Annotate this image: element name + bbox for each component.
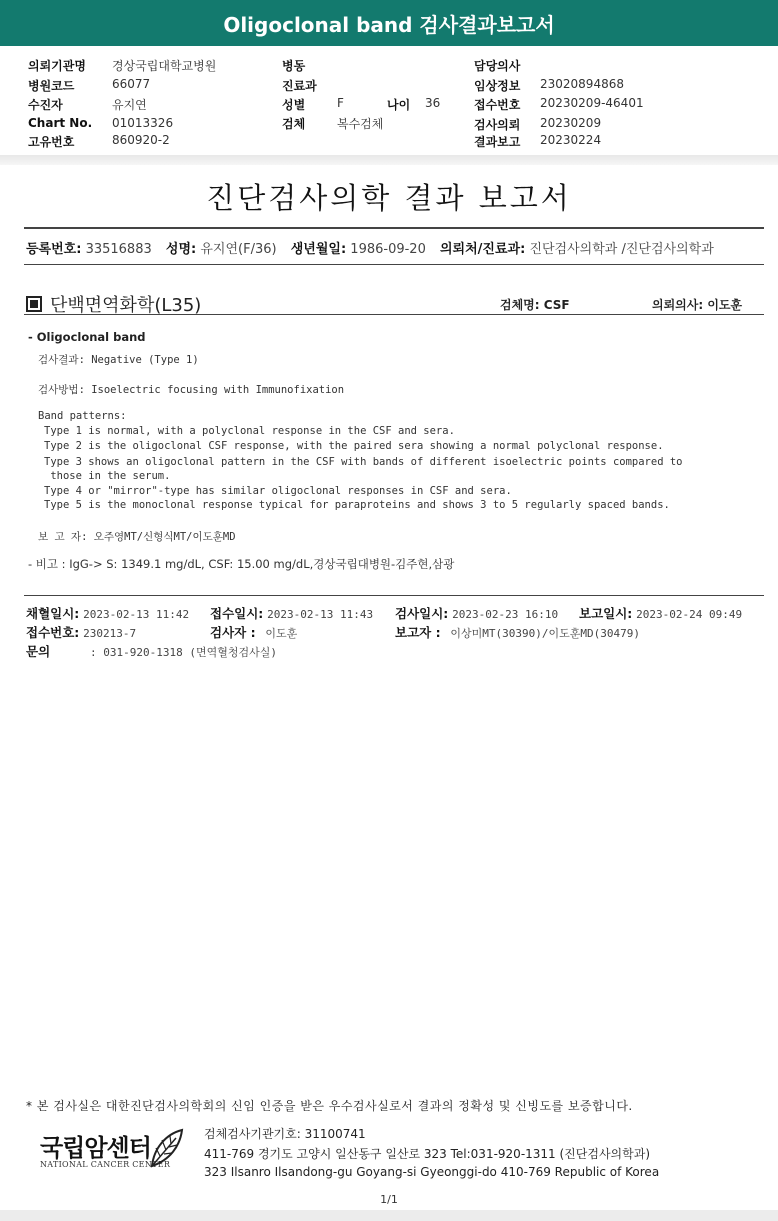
tester [210,623,297,641]
bottom-band [0,1210,778,1221]
age-row [387,96,441,113]
test-label: 검사일시: [395,606,449,621]
ordering-doctor: 의뢰의사: 이도훈 [652,298,743,312]
inquiry [26,642,277,660]
patient-info [26,238,714,257]
collect-value: 2023-02-13 11:42 [83,608,190,621]
header-row [28,77,151,94]
header-value: 23020894868 [540,77,624,91]
header-label: 고유번호 [28,135,75,149]
leaf-logo-icon [146,1126,186,1170]
header-value: 20230224 [540,133,602,147]
pattern-line: Type 4 or "mirror"-type has similar oligoclonal responses in CSF and sera. [44,485,512,497]
document-title: 진단검사의학 결과 보고서 [206,181,572,215]
header-label: 병원코드 [28,79,75,93]
header-value: 경상국립대학교병원 [112,59,217,73]
header-label: 담당의사 [474,59,521,73]
header-label: 수진자 [28,98,63,112]
header-label: 임상정보 [474,79,521,93]
report-value: 2023-02-24 09:49 [636,608,743,621]
specimen-name: 검체명: CSF [500,298,570,312]
divider [24,314,764,315]
header-row [282,77,317,94]
header-label: 진료과 [282,79,317,93]
reporter-label: 보고자 : [395,625,441,640]
header-row [282,57,305,74]
header-row [474,77,624,94]
header-label: Chart No. [28,116,93,130]
reporter-value: 이상미MT(30390)/이도훈MD(30479) [450,627,640,640]
institution-address-en: 323 Ilsanro Ilsandong-gu Goyang-si Gyeonggi-do 410-769 Republic of Korea [204,1165,660,1179]
institution-code: 검체검사기관기호: 31100741 [204,1127,366,1141]
reg-label: 등록번호: [26,242,82,257]
accession-number [26,623,136,641]
header-row [474,133,602,150]
header-row [282,96,344,113]
dept-label: 의뢰처/진료과: [440,242,526,257]
divider [24,595,764,596]
report-title-bar: Oligoclonal band 검사결과보고서 [0,0,778,46]
reporter [395,623,640,641]
pattern-line: Type 3 shows an oligoclonal pattern in the CSF with bands of different isoelectric points compared to [44,456,683,468]
header-row [28,57,217,74]
separator-band [0,155,778,165]
header-row [474,57,520,74]
patterns-title: Band patterns: [38,410,127,422]
certification-notice: * 본 검사실은 대한진단검사의학회의 신임 인증을 받은 우수검사실로서 결과의 정확성 및 신빙도를 보증합니다. [26,1099,633,1113]
header-value: 01013326 [112,116,174,130]
header-label: 나이 [387,98,411,112]
header-row [28,116,174,130]
test-value: 2023-02-23 16:10 [452,608,559,621]
method-line: 검사방법: Isoelectric focusing with Immunofixation [38,384,345,396]
receive-time [210,604,373,622]
header-label: 검체 [282,117,306,131]
header-row [474,96,644,113]
name-value: 유지연(F/36) [200,242,277,257]
header-row [474,116,602,133]
inquiry-value: : 031-920-1318 (면역혈청검사실) [89,646,277,659]
name-label: 성명: [165,242,197,257]
tester-value: 이도훈 [265,627,298,640]
header-row [28,133,170,150]
reg-value: 33516883 [85,242,152,257]
pattern-line: Type 1 is normal, with a polyclonal response in the CSF and sera. [44,425,455,437]
header-label: 검사의뢰 [474,118,521,132]
pattern-line: Type 5 is the monoclonal response typical for paraproteins and shows 3 to 5 regularly spaced bands. [44,499,670,511]
page-number: 1/1 [380,1193,398,1206]
header-value: 복수검체 [337,117,384,131]
accno-label: 접수번호: [26,625,80,640]
header-label: 병동 [282,59,306,73]
header-value: 66077 [112,77,151,91]
institution-logo-text: 국립암센터 [40,1134,151,1162]
report-label: 보고일시: [579,606,633,621]
test-time [395,604,558,622]
result-line: 검사결과: Negative (Type 1) [38,354,199,366]
header-label: 의뢰기관명 [28,59,86,73]
header-value: 20230209-46401 [540,96,644,110]
remark: - 비고 : IgG-> S: 1349.1 mg/dL, CSF: 15.00 mg/dL,경상국립대병원-김주현,삼광 [28,557,455,571]
square-bullet-icon [26,296,42,312]
header-row [28,96,147,113]
inquiry-label: 문의 [26,644,51,659]
receive-label: 접수일시: [210,606,264,621]
pattern-line: those in the serum. [44,470,171,482]
header-value: 36 [425,96,441,110]
tester-label: 검사자 : [210,625,256,640]
reporter-line: 보 고 자: 오주영MT/신형식MT/이도훈MD [38,531,236,543]
header-label: 성별 [282,98,306,112]
divider [24,264,764,265]
institution-address-ko: 411-769 경기도 고양시 일산동구 일산로 323 Tel:031-920-1311 (진단검사의학과) [204,1147,651,1161]
header-row [282,115,384,132]
pattern-line: Type 2 is the oligoclonal CSF response, with the paired sera showing a normal polyclonal response. [44,440,664,452]
dob-value: 1986-09-20 [350,242,426,257]
institution-logo-subtext: NATIONAL CANCER CENTER [40,1160,171,1169]
receive-value: 2023-02-13 11:43 [267,608,374,621]
header-value: F [337,96,344,110]
dept-value: 진단검사의학과 /진단검사의학과 [529,242,714,257]
test-name: - Oligoclonal band [28,330,146,344]
divider [24,227,764,229]
header-value: 유지연 [112,98,147,112]
header-value: 20230209 [540,116,602,130]
collect-time [26,604,189,622]
header-value: 860920-2 [112,133,170,147]
header-label: 결과보고 [474,135,521,149]
dob-label: 생년월일: [290,242,347,257]
accno-value: 230213-7 [83,627,137,640]
collect-label: 채혈일시: [26,606,80,621]
header-label: 접수번호 [474,98,521,112]
section-title: 단백면역화학(L35) [50,295,202,316]
report-time [579,604,742,622]
